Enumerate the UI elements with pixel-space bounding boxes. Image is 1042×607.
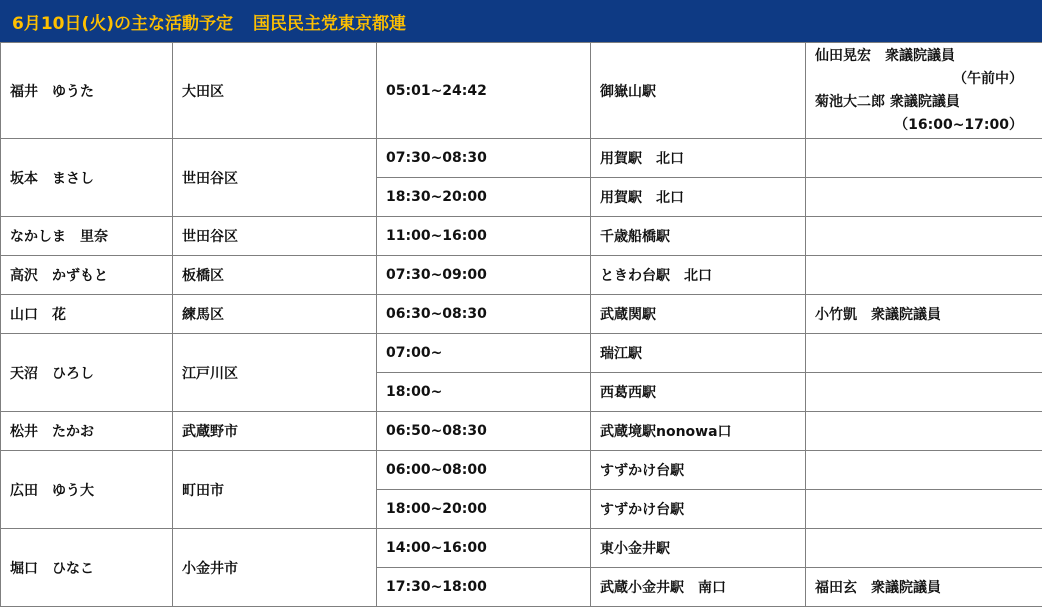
area-cell: 小金井市 xyxy=(173,529,377,607)
candidate-name: 山口 花 xyxy=(1,295,173,334)
table-row xyxy=(1,217,1042,256)
area-cell: 世田谷区 xyxy=(173,217,377,256)
place-cell: 西葛西駅 xyxy=(591,373,806,412)
table-row xyxy=(1,412,1042,451)
candidate-name: なかしま 里奈 xyxy=(1,217,173,256)
candidate-name: 福井 ゆうた xyxy=(1,43,173,139)
place-cell: 武蔵小金井駅 南口 xyxy=(591,568,806,607)
note-cell xyxy=(806,529,1042,568)
area-cell: 板橋区 xyxy=(173,256,377,295)
schedule-table xyxy=(0,42,1042,607)
title-bar xyxy=(0,0,1042,42)
area-cell: 町田市 xyxy=(173,451,377,529)
time-cell: 11:00~16:00 xyxy=(377,217,591,256)
note-cell xyxy=(806,373,1042,412)
organization-name: 国民民主党東京都連 xyxy=(253,9,406,34)
time-cell: 07:00~ xyxy=(377,334,591,373)
time-cell: 07:30~08:30 xyxy=(377,139,591,178)
table-row xyxy=(1,451,1042,490)
time-cell: 07:30~09:00 xyxy=(377,256,591,295)
area-cell: 江戸川区 xyxy=(173,334,377,412)
time-cell: 18:00~ xyxy=(377,373,591,412)
place-cell: 千歳船橋駅 xyxy=(591,217,806,256)
note-cell: 小竹凱 衆議院議員 xyxy=(806,295,1042,334)
note-line: （16:00~17:00） xyxy=(815,114,1033,137)
area-cell: 練馬区 xyxy=(173,295,377,334)
area-cell: 世田谷区 xyxy=(173,139,377,217)
time-cell: 06:00~08:00 xyxy=(377,451,591,490)
candidate-name: 天沼 ひろし xyxy=(1,334,173,412)
time-cell: 18:30~20:00 xyxy=(377,178,591,217)
place-cell: 用賀駅 北口 xyxy=(591,178,806,217)
note-cell xyxy=(806,334,1042,373)
candidate-name: 広田 ゆう大 xyxy=(1,451,173,529)
candidate-name: 坂本 まさし xyxy=(1,139,173,217)
place-cell: すずかけ台駅 xyxy=(591,451,806,490)
page-title: 6月10日(火)の主な活動予定 xyxy=(12,9,233,34)
table-row xyxy=(1,295,1042,334)
place-cell: すずかけ台駅 xyxy=(591,490,806,529)
place-cell: 用賀駅 北口 xyxy=(591,139,806,178)
time-cell: 05:01~24:42 xyxy=(377,43,591,139)
note-line: 仙田晃宏 衆議院議員 xyxy=(815,45,1033,68)
note-line: 菊池大二郎 衆議院議員 xyxy=(815,91,1033,114)
place-cell: ときわ台駅 北口 xyxy=(591,256,806,295)
note-cell xyxy=(806,256,1042,295)
place-cell: 武蔵境駅nonowa口 xyxy=(591,412,806,451)
note-cell xyxy=(806,412,1042,451)
time-cell: 06:50~08:30 xyxy=(377,412,591,451)
place-cell: 東小金井駅 xyxy=(591,529,806,568)
table-row xyxy=(1,334,1042,373)
note-cell xyxy=(806,490,1042,529)
note-cell xyxy=(806,43,1042,139)
candidate-name: 松井 たかお xyxy=(1,412,173,451)
note-cell xyxy=(806,451,1042,490)
time-cell: 06:30~08:30 xyxy=(377,295,591,334)
candidate-name: 堀口 ひなこ xyxy=(1,529,173,607)
table-row xyxy=(1,256,1042,295)
table-row xyxy=(1,43,1042,139)
area-cell: 武蔵野市 xyxy=(173,412,377,451)
time-cell: 18:00~20:00 xyxy=(377,490,591,529)
place-cell: 武蔵関駅 xyxy=(591,295,806,334)
place-cell: 瑞江駅 xyxy=(591,334,806,373)
table-row xyxy=(1,529,1042,568)
note-cell xyxy=(806,217,1042,256)
note-line: （午前中） xyxy=(815,68,1033,91)
table-row xyxy=(1,139,1042,178)
candidate-name: 高沢 かずもと xyxy=(1,256,173,295)
place-cell: 御嶽山駅 xyxy=(591,43,806,139)
note-cell: 福田玄 衆議院議員 xyxy=(806,568,1042,607)
note-cell xyxy=(806,178,1042,217)
time-cell: 14:00~16:00 xyxy=(377,529,591,568)
time-cell: 17:30~18:00 xyxy=(377,568,591,607)
area-cell: 大田区 xyxy=(173,43,377,139)
note-cell xyxy=(806,139,1042,178)
